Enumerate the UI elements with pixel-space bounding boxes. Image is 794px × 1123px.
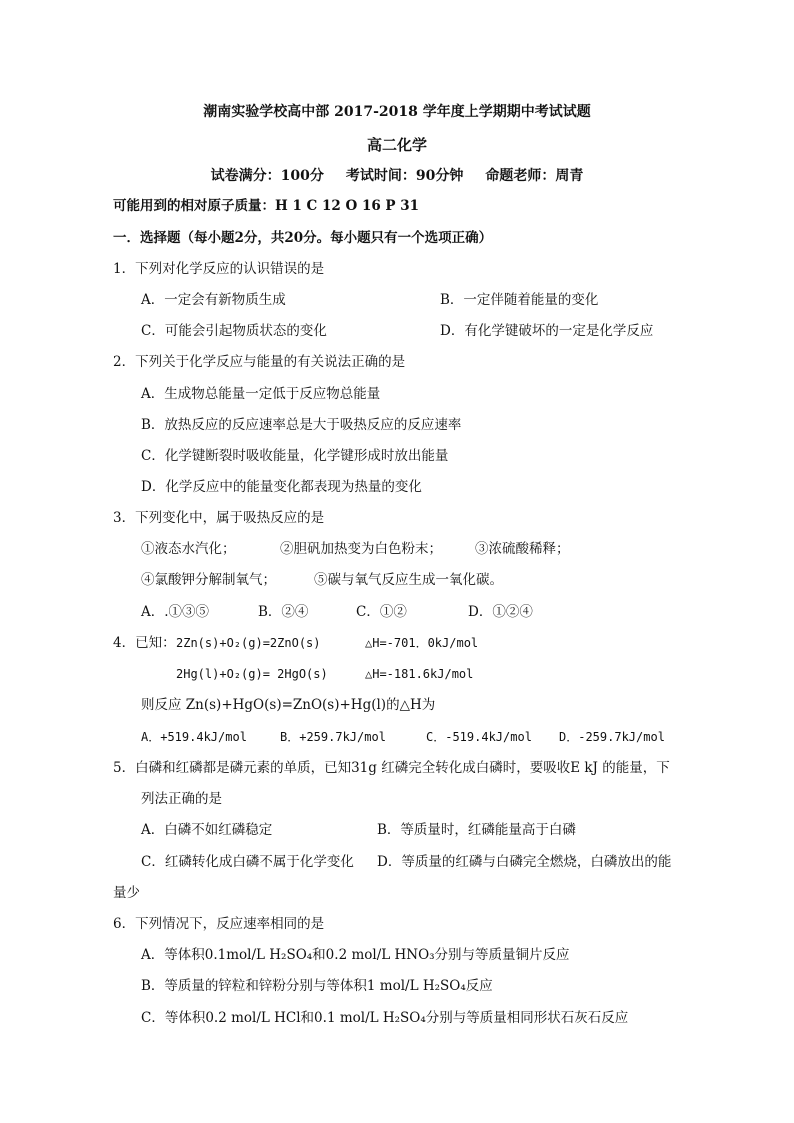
q1-option-d: D．有化学键破坏的一定是化学反应 bbox=[440, 323, 654, 339]
q5-stem-cont: 列法正确的是 bbox=[141, 791, 222, 807]
q4-option-b: B．+259.7kJ/mol bbox=[280, 730, 386, 744]
q1-option-a: A．一定会有新物质生成 bbox=[141, 292, 286, 308]
q5-option-d: D．等质量的红磷与白磷完全燃烧，白磷放出的能 bbox=[377, 854, 672, 870]
q3-option-a: A．.①③⑤ bbox=[141, 604, 210, 620]
q4-equation-1: 2Zn(s)+O₂(g)=2ZnO(s) bbox=[176, 636, 321, 650]
q6-option-c: C．等体积0.2 mol/L HCl和0.1 mol/L H₂SO₄分别与等质量相同形状石灰石反应 bbox=[141, 1010, 629, 1026]
q1-option-b: B．一定伴随着能量的变化 bbox=[440, 292, 599, 308]
q1-option-c: C．可能会引起物质状态的变化 bbox=[141, 323, 327, 339]
q4-option-c: C．-519.4kJ/mol bbox=[426, 730, 532, 744]
q4-option-d: D．-259.7kJ/mol bbox=[559, 730, 665, 744]
full-marks: 试卷满分：100分 bbox=[210, 168, 324, 184]
q4-enthalpy-1: △H=-701．0kJ/mol bbox=[365, 636, 479, 650]
subject-title: 高二化学 bbox=[366, 136, 427, 154]
exam-author: 命题老师：周青 bbox=[485, 168, 584, 184]
exam-info bbox=[0, 165, 794, 185]
q4-prefix: 4．已知： bbox=[113, 635, 176, 651]
q3-option-d: D．①②④ bbox=[468, 604, 533, 620]
q3-item-4: ④氯酸钾分解制氧气； bbox=[141, 572, 276, 588]
q5-option-a: A．白磷不如红磷稳定 bbox=[141, 822, 273, 838]
q3-item-3: ③浓硫酸稀释； bbox=[475, 541, 570, 557]
q3-item-2: ②胆矾加热变为白色粉末； bbox=[280, 541, 442, 557]
q4-option-a: A．+519.4kJ/mol bbox=[141, 730, 247, 744]
q2-stem: 2．下列关于化学反应与能量的有关说法正确的是 bbox=[113, 354, 406, 370]
q1-stem: 1．下列对化学反应的认识错误的是 bbox=[113, 261, 325, 277]
q2-option-b: B．放热反应的反应速率总是大于吸热反应的反应速率 bbox=[141, 417, 462, 433]
q2-option-c: C．化学键断裂时吸收能量，化学键形成时放出能量 bbox=[141, 448, 449, 464]
q5-option-b: B．等质量时，红磷能量高于白磷 bbox=[377, 822, 576, 838]
exam-title: 潮南实验学校高中部 2017-2018 学年度上学期期中考试试题 bbox=[203, 104, 591, 120]
q3-option-b: B．②④ bbox=[258, 604, 309, 620]
q6-stem: 6．下列情况下，反应速率相同的是 bbox=[113, 916, 325, 932]
q5-stem: 5．白磷和红磷都是磷元素的单质，已知31g 红磷完全转化成白磷时，要吸收E kJ 的能量，下 bbox=[113, 760, 670, 776]
section-heading: 一．选择题（每小题2分，共20分。每小题只有一个选项正确） bbox=[113, 230, 493, 246]
exam-time: 考试时间：90分钟 bbox=[345, 168, 464, 184]
q4-equation-2: 2Hg(l)+O₂(g)= 2HgO(s) bbox=[176, 667, 328, 681]
q3-option-c: C．①② bbox=[356, 604, 407, 620]
q6-option-b: B．等质量的锌粒和锌粉分别与等体积1 mol/L H₂SO₄反应 bbox=[141, 978, 493, 994]
q3-item-5: ⑤碳与氧气反应生成一氧化碳。 bbox=[314, 572, 503, 588]
q2-option-d: D．化学反应中的能量变化都表现为热量的变化 bbox=[141, 479, 422, 495]
q5-option-d-cont: 量少 bbox=[113, 885, 140, 901]
q5-option-c: C．红磷转化成白磷不属于化学变化 bbox=[141, 854, 354, 870]
q3-stem: 3．下列变化中，属于吸热反应的是 bbox=[113, 510, 325, 526]
q6-option-a: A．等体积0.1mol/L H₂SO₄和0.2 mol/L HNO₃分别与等质量铜片反应 bbox=[141, 947, 570, 963]
q2-option-a: A．生成物总能量一定低于反应物总能量 bbox=[141, 386, 381, 402]
q4-question: 则反应 Zn(s)+HgO(s)=ZnO(s)+Hg(l)的△H为 bbox=[141, 697, 436, 713]
atomic-masses: 可能用到的相对原子质量：H 1 C 12 O 16 P 31 bbox=[113, 198, 420, 214]
q3-item-1: ①液态水汽化； bbox=[141, 541, 236, 557]
q4-enthalpy-2: △H=-181.6kJ/mol bbox=[365, 667, 474, 681]
